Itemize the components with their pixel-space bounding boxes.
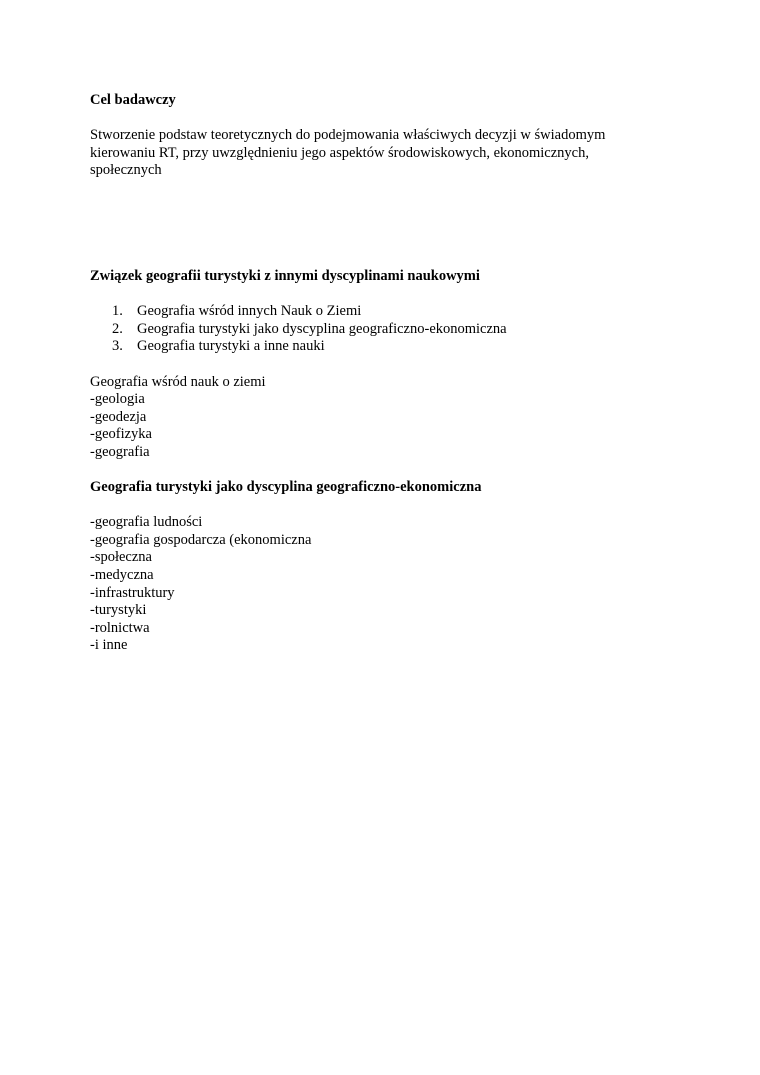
heading-cel-badawczy: Cel badawczy: [90, 92, 176, 108]
block-title: Geografia wśród nauk o ziemi: [90, 373, 266, 390]
list-item-text: Geografia turystyki a inne nauki: [137, 338, 325, 355]
block-item: -społeczna: [90, 549, 152, 566]
list-number: 2.: [112, 320, 123, 337]
list-item-text: Geografia turystyki jako dyscyplina geograficzno-ekonomiczna: [137, 320, 507, 337]
block-item: -medyczna: [90, 567, 154, 584]
block-item: -geografia gospodarcza (ekonomiczna: [90, 531, 312, 548]
list-item-text: Geografia wśród innych Nauk o Ziemi: [137, 303, 362, 320]
paragraph-cel-badawczy: [90, 127, 680, 180]
paragraph-line: społecznych: [90, 162, 162, 179]
block-item: -geofizyka: [90, 426, 152, 443]
list-item: [90, 303, 680, 321]
heading-zwiazek-geografii: Związek geografii turystyki z innymi dyscyplinami naukowymi: [90, 267, 480, 284]
block-item: -geografia: [90, 443, 150, 460]
list-item: [90, 321, 680, 339]
numbered-list: [90, 303, 680, 356]
paragraph-line: kierowaniu RT, przy uwzględnieniu jego aspektów środowiskowych, ekonomicznych,: [90, 144, 589, 161]
nauk-o-ziemi-block: [90, 374, 680, 462]
block-item: -turystyki: [90, 602, 147, 619]
dyscypliny-block: [90, 514, 680, 655]
block-item: -i inne: [90, 637, 128, 654]
block-item: -rolnictwa: [90, 619, 150, 636]
list-number: 3.: [112, 338, 123, 355]
list-item: [90, 338, 680, 356]
heading-geografia-turystyki: Geografia turystyki jako dyscyplina geograficzno-ekonomiczna: [90, 479, 482, 496]
block-item: -geodezja: [90, 408, 147, 425]
block-item: -geologia: [90, 391, 145, 408]
block-item: -geografia ludności: [90, 514, 203, 531]
paragraph-line: Stworzenie podstaw teoretycznych do podejmowania właściwych decyzji w świadomym: [90, 127, 606, 144]
list-number: 1.: [112, 303, 123, 320]
document-page: [90, 92, 680, 655]
block-item: -infrastruktury: [90, 584, 175, 601]
